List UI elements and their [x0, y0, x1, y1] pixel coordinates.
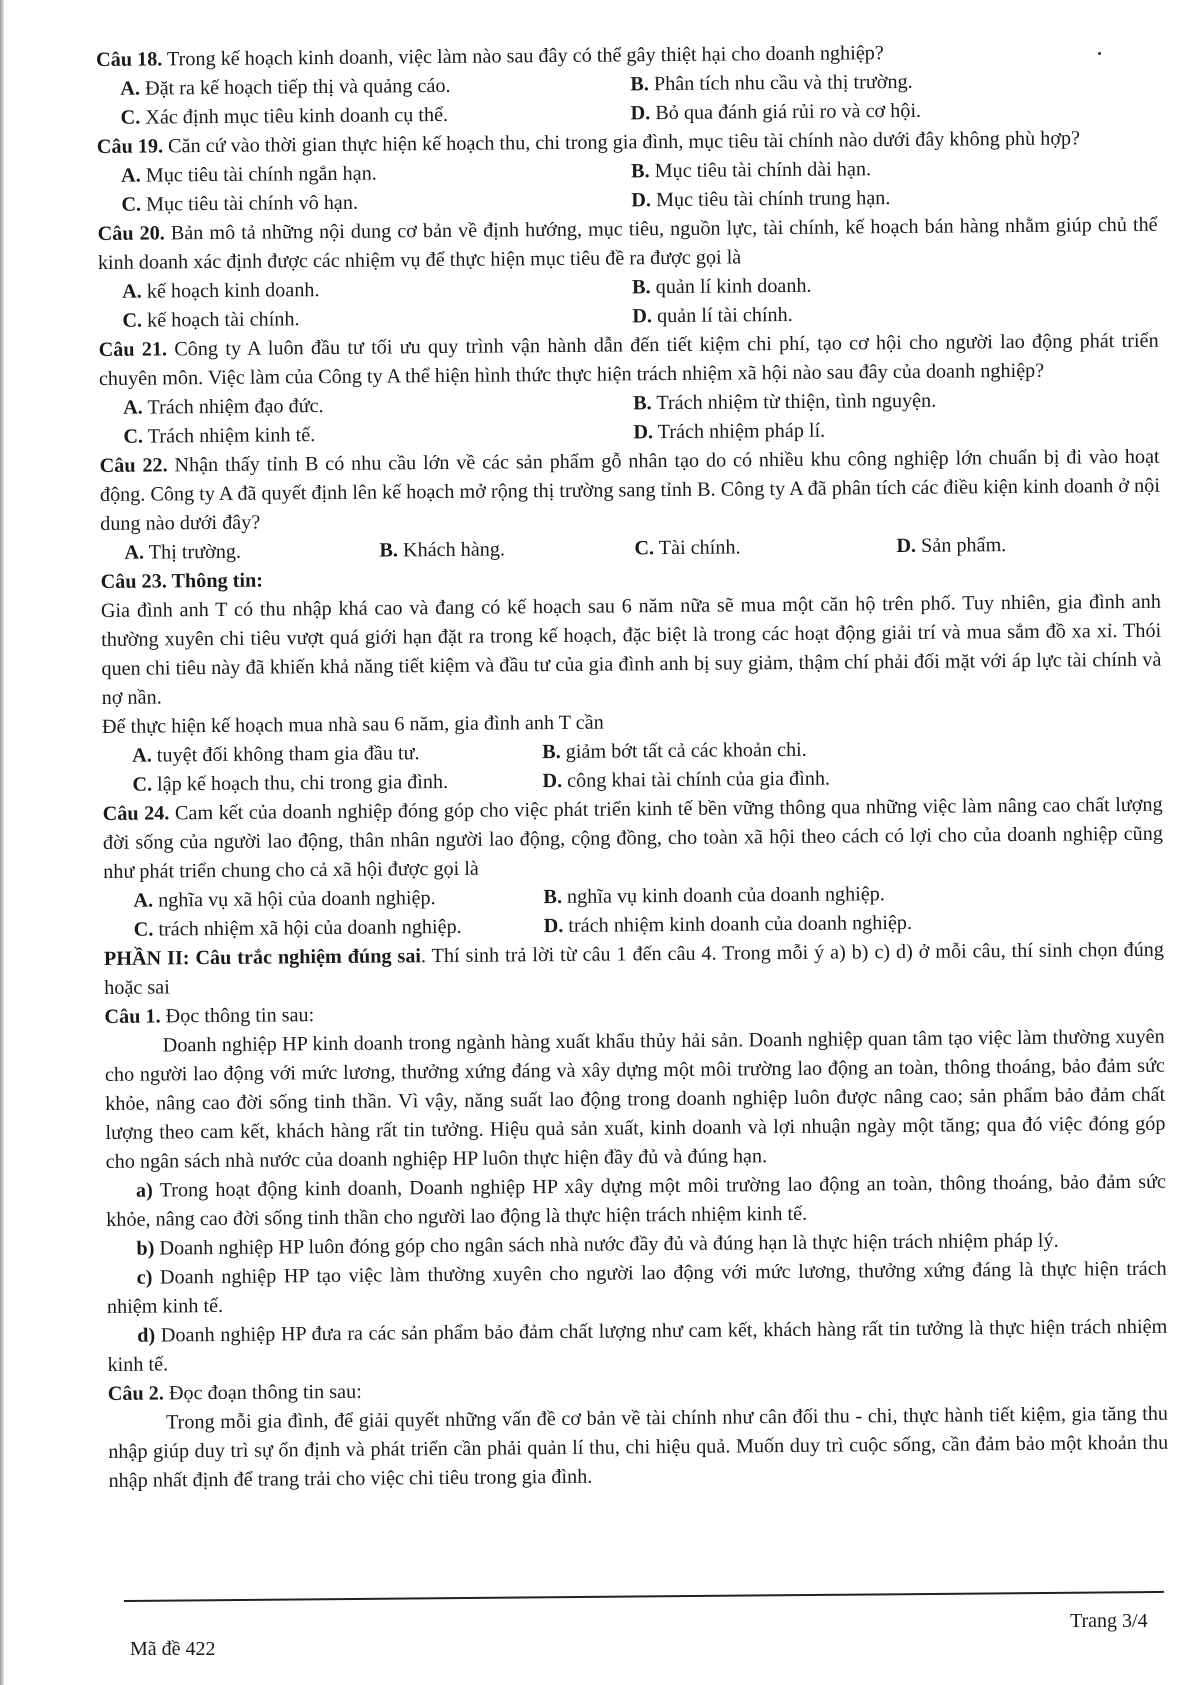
- statement-text: Doanh nghiệp HP luôn đóng góp cho ngân sách nhà nước đầy đủ và đúng hạn là thực hiện trách nhiệm pháp lý.: [154, 1229, 1059, 1260]
- section-instructions: . Thí sinh trả lời từ câu 1 đến câu 4. Trong mỗi ý a) b) c) d) ở mỗi câu, thí sinh chọn đúng hoặc sai: [104, 938, 1165, 999]
- option-text: kế hoạch kinh doanh.: [141, 279, 320, 303]
- option-letter: C.: [133, 918, 154, 941]
- option-c: [134, 912, 544, 945]
- question-20: [98, 211, 1159, 336]
- info-passage: Trong mỗi gia đình, để giải quyết những vấn đề cơ bản về tài chính như cân đối thu - chi, thực hành tiết kiệm, gia tăng thu nhập giúp duy trì sự ổn định và phát triển cần phải quản lí thu, chi hiệu quả. Muốn duy trì cuộc sống, cần đảm bảo một khoản thu nhập nhất định để trang trải cho việc chi tiêu trong gia đình.: [108, 1402, 1169, 1492]
- option-text: Trách nhiệm từ thiện, tình nguyện.: [651, 389, 937, 415]
- option-text: nghĩa vụ kinh doanh của doanh nghiệp.: [561, 883, 885, 908]
- statement-d: [107, 1313, 1167, 1380]
- option-letter: C.: [120, 106, 141, 129]
- option-text: Thị trường.: [143, 540, 242, 564]
- option-letter: B.: [632, 276, 651, 299]
- option-letter: D.: [542, 769, 563, 793]
- option-letter: D.: [543, 914, 564, 938]
- option-letter: B.: [630, 73, 649, 96]
- option-letter: B.: [543, 885, 563, 909]
- question-number: Câu 22.: [99, 454, 168, 477]
- option-text: Phân tích nhu cầu và thị trường.: [648, 70, 913, 96]
- option-letter: A.: [123, 396, 143, 419]
- options: [122, 269, 1158, 336]
- statement-letter: b): [136, 1237, 155, 1260]
- question-number: Câu 20.: [97, 222, 165, 245]
- options: [120, 66, 1156, 133]
- question-text: Trong kế hoạch kinh doanh, việc làm nào sau đây có thể gây thiệt hại cho doanh nghiệp?: [162, 42, 884, 71]
- option-letter: A.: [120, 77, 141, 100]
- option-a: [123, 389, 633, 422]
- option-letter: D.: [631, 189, 652, 212]
- option-a: [122, 273, 632, 306]
- option-text: trách nhiệm kinh doanh của doanh nghiệp.: [563, 911, 913, 937]
- option-letter: A.: [133, 889, 154, 912]
- option-d: [896, 530, 1146, 561]
- option-a: [121, 157, 631, 190]
- option-d: [632, 298, 1152, 332]
- exam-code: Mã đề 422: [130, 1638, 216, 1660]
- option-text: Tài chính.: [653, 536, 741, 560]
- option-text: Sản phẩm.: [915, 534, 1007, 557]
- option-c: [634, 532, 896, 563]
- info-passage: Gia đình anh T có thu nhập khá cao và đang có kế hoạch sau 6 năm nữa sẽ mua một căn hộ trên phố. Tuy nhiên, gia đình anh thường xuyên chi tiêu vượt quá giới hạn đặt ra trong kế hoạch, đặc biệt là trong các hoạt động giải trí và mua sắm đồ xa xỉ. Thói quen chi tiêu này đã khiến khả năng tiết kiệm và đầu tư của gia đình anh bị suy giảm, thậm chí phải đối mặt với áp lực tài chính và nợ nần.: [100, 590, 1162, 709]
- section-title: PHẦN II: Câu trắc nghiệm đúng sai: [103, 945, 422, 970]
- question-text: Để thực hiện kế hoạch mua nhà sau 6 năm, gia đình anh T cần: [101, 711, 604, 738]
- option-text: tuyệt đối không tham gia đầu tư.: [151, 742, 420, 767]
- option-b: [631, 153, 1151, 187]
- scan-edge: [0, 0, 4, 1685]
- option-text: Đặt ra kế hoạch tiếp thị và quảng cáo.: [139, 74, 451, 100]
- question-stem: [103, 791, 1164, 887]
- footer-rule: [124, 1591, 1164, 1602]
- option-a: [124, 537, 379, 568]
- option-letter: C.: [122, 309, 143, 332]
- statement-c: [107, 1255, 1167, 1322]
- option-a: [133, 883, 543, 916]
- statement-text: Doanh nghiệp HP tạo việc làm thường xuyên cho người lao động với mức lương, thưởng xứng đáng là thực hiện trách nhiệm kinh tế.: [106, 1257, 1167, 1318]
- option-text: Trách nhiệm pháp lí.: [652, 419, 826, 444]
- option-text: nghĩa vụ xã hội của doanh nghiệp.: [153, 887, 436, 912]
- option-text: Mục tiêu tài chính ngắn hạn.: [140, 162, 377, 187]
- option-b: [632, 269, 1152, 303]
- question-number: Câu 2.: [107, 1382, 164, 1405]
- option-text: quản lí tài chính.: [651, 303, 793, 328]
- info-label: Đọc thông tin sau:: [160, 1004, 315, 1028]
- option-c: [122, 302, 632, 335]
- exam-page: [96, 37, 1169, 1496]
- question-text: Căn cứ vào thời gian thực hiện kế hoạch thu, chi trong gia đình, mục tiêu tài chính nào dưới đây không phù hợp?: [162, 127, 1081, 158]
- option-b: [379, 534, 634, 565]
- option-text: công khai tài chính của gia đình.: [561, 767, 831, 792]
- statement-letter: c): [136, 1266, 153, 1289]
- question-24: [103, 791, 1164, 945]
- option-text: lập kế hoạch thu, chi trong gia đình.: [151, 770, 449, 796]
- option-text: Mục tiêu tài chính trung hạn.: [650, 187, 891, 212]
- info-label: Đọc đoạn thông tin sau:: [163, 1380, 362, 1405]
- question-text: Nhận thấy tỉnh B có nhu cầu lớn về các sản phẩm gỗ nhân tạo do có nhiều khu công nghiệp lớn chuẩn bị đi vào hoạt động. Công ty A đã quyết định lên kế hoạch mở rộng thị trường sang tỉnh B. Công ty A đã phân tích các điều kiện kinh doanh ở nội dung nào dưới đây?: [99, 445, 1160, 535]
- question-number: Câu 21.: [98, 338, 168, 361]
- option-c: [121, 99, 631, 132]
- option-text: Trách nhiệm kinh tế.: [142, 424, 316, 448]
- option-text: Mục tiêu tài chính vô hạn.: [140, 191, 359, 216]
- question-19: [97, 124, 1158, 220]
- question-stem: [100, 443, 1161, 539]
- statement-text: Doanh nghiệp HP đưa ra các sản phẩm bảo đảm chất lượng như cam kết, khách hàng rất tin tưởng là thực hiện trách nhiệm kinh tế.: [107, 1315, 1168, 1376]
- option-b: [633, 385, 1153, 419]
- question-number: Câu 18.: [96, 48, 163, 71]
- option-letter: C.: [123, 425, 144, 448]
- tf-question-1: [104, 994, 1167, 1380]
- statement-text: Trong hoạt động kinh doanh, Doanh nghiệp HP xây dựng một môi trường lao động an toàn, thông thoáng, bảo đảm sức khỏe, nâng cao đời sống tinh thần cho người lao động là thực hiện trách nhiệm kinh tế.: [106, 1170, 1167, 1231]
- question-text: Bản mô tả những nội dung cơ bản về định hướng, mục tiêu, nguồn lực, tài chính, kế hoạch bán hàng nhằm giúp chủ thể kinh doanh xác định được các nhiệm vụ để thực hiện mục tiêu đề ra được gọi là: [97, 213, 1158, 274]
- info-label: Thông tin:: [166, 569, 264, 593]
- option-d: [631, 182, 1151, 216]
- options: [133, 878, 1163, 945]
- option-letter: C.: [121, 193, 142, 216]
- question-21: [99, 327, 1160, 452]
- option-d: [630, 95, 1150, 129]
- option-a: [132, 738, 542, 771]
- option-text: giảm bớt tất cả các khoản chi.: [560, 738, 807, 763]
- option-letter: C.: [132, 773, 153, 796]
- option-text: Trách nhiệm đạo đức.: [142, 395, 324, 419]
- option-text: Xác định mục tiêu kinh doanh cụ thể.: [140, 103, 449, 129]
- option-text: kế hoạch tài chính.: [141, 308, 300, 332]
- option-letter: B.: [633, 392, 652, 415]
- option-letter: A.: [124, 541, 145, 564]
- section-heading: [104, 936, 1164, 1003]
- option-letter: A.: [122, 280, 142, 303]
- tf-question-2: [108, 1371, 1169, 1496]
- option-letter: B.: [542, 740, 561, 764]
- question-number: Câu 23.: [100, 570, 167, 593]
- option-text: Mục tiêu tài chính dài hạn.: [649, 158, 872, 183]
- option-d: [633, 414, 1153, 448]
- page-number: Trang 3/4: [1070, 1610, 1148, 1632]
- question-22: [100, 443, 1161, 568]
- option-c: [121, 186, 631, 219]
- option-letter: D.: [632, 305, 653, 328]
- question-23: [101, 559, 1163, 800]
- option-letter: A.: [132, 744, 152, 767]
- question-stem: [98, 211, 1158, 278]
- option-b: [630, 66, 1150, 100]
- question-number: Câu 1.: [104, 1005, 161, 1028]
- option-c: [132, 767, 542, 800]
- question-text: Cam kết của doanh nghiệp đóng góp cho việc phát triển kinh tế bền vững thông qua những việc làm nâng cao chất lượng đời sống của người lao động, thân nhân người lao động, cộng đồng, cho toàn xã hội theo cách có lợi cho của doanh nghiệp cũng như phát triển chung cho cả xã hội được gọi là: [102, 793, 1164, 883]
- option-letter: D.: [630, 102, 651, 125]
- option-letter: D.: [896, 534, 917, 558]
- question-number: Câu 19.: [96, 135, 164, 158]
- option-letter: C.: [634, 537, 655, 560]
- option-text: Bỏ qua đánh giá rủi ro và cơ hội.: [650, 99, 922, 125]
- option-letter: D.: [633, 421, 654, 444]
- question-18: [96, 37, 1157, 133]
- option-letter: B.: [379, 539, 399, 562]
- question-number: Câu 24.: [102, 802, 170, 825]
- statement-letter: d): [137, 1324, 156, 1347]
- option-text: trách nhiệm xã hội của doanh nghiệp.: [153, 915, 462, 941]
- option-c: [123, 418, 633, 451]
- options: [121, 153, 1157, 220]
- statement-letter: a): [135, 1179, 153, 1202]
- option-letter: A.: [121, 164, 141, 187]
- option-letter: B.: [631, 160, 650, 183]
- info-passage: Doanh nghiệp HP kinh doanh trong ngành hàng xuất khẩu thủy hải sản. Doanh nghiệp quan tâm tạo việc làm thường xuyên cho người lao động với mức lương, thưởng xứng đáng và xây dựng một môi trường lao động an toàn, thông thoáng, bảo đảm sức khỏe, nâng cao đời sống tinh thần. Vì vậy, năng suất lao động trong doanh nghiệp luôn được nâng cao; sản phẩm bảo đảm chất lượng theo cam kết, khách hàng rất tin tưởng. Hiệu quả sản xuất, kinh doanh và lợi nhuận ngày một tăng; qua đó việc đóng góp cho ngân sách nhà nước của doanh nghiệp HP luôn thực hiện đầy đủ và đúng hạn.: [104, 1025, 1166, 1173]
- option-a: [120, 70, 630, 103]
- option-text: quản lí kinh doanh.: [650, 274, 812, 299]
- options: [132, 733, 1162, 800]
- options: [123, 385, 1159, 452]
- statement-a: [106, 1168, 1166, 1235]
- option-text: Khách hàng.: [397, 538, 506, 562]
- question-text: Công ty A luôn đầu tư tối ưu quy trình vận hành dẫn đến tiết kiệm chi phí, tạo cơ hội cho người lao động phát triển chuyên môn. Việc làm của Công ty A thể hiện hình thức thực hiện trách nhiệm xã hội nào sau đây của doanh nghiệp?: [98, 329, 1159, 390]
- question-stem: [99, 327, 1159, 394]
